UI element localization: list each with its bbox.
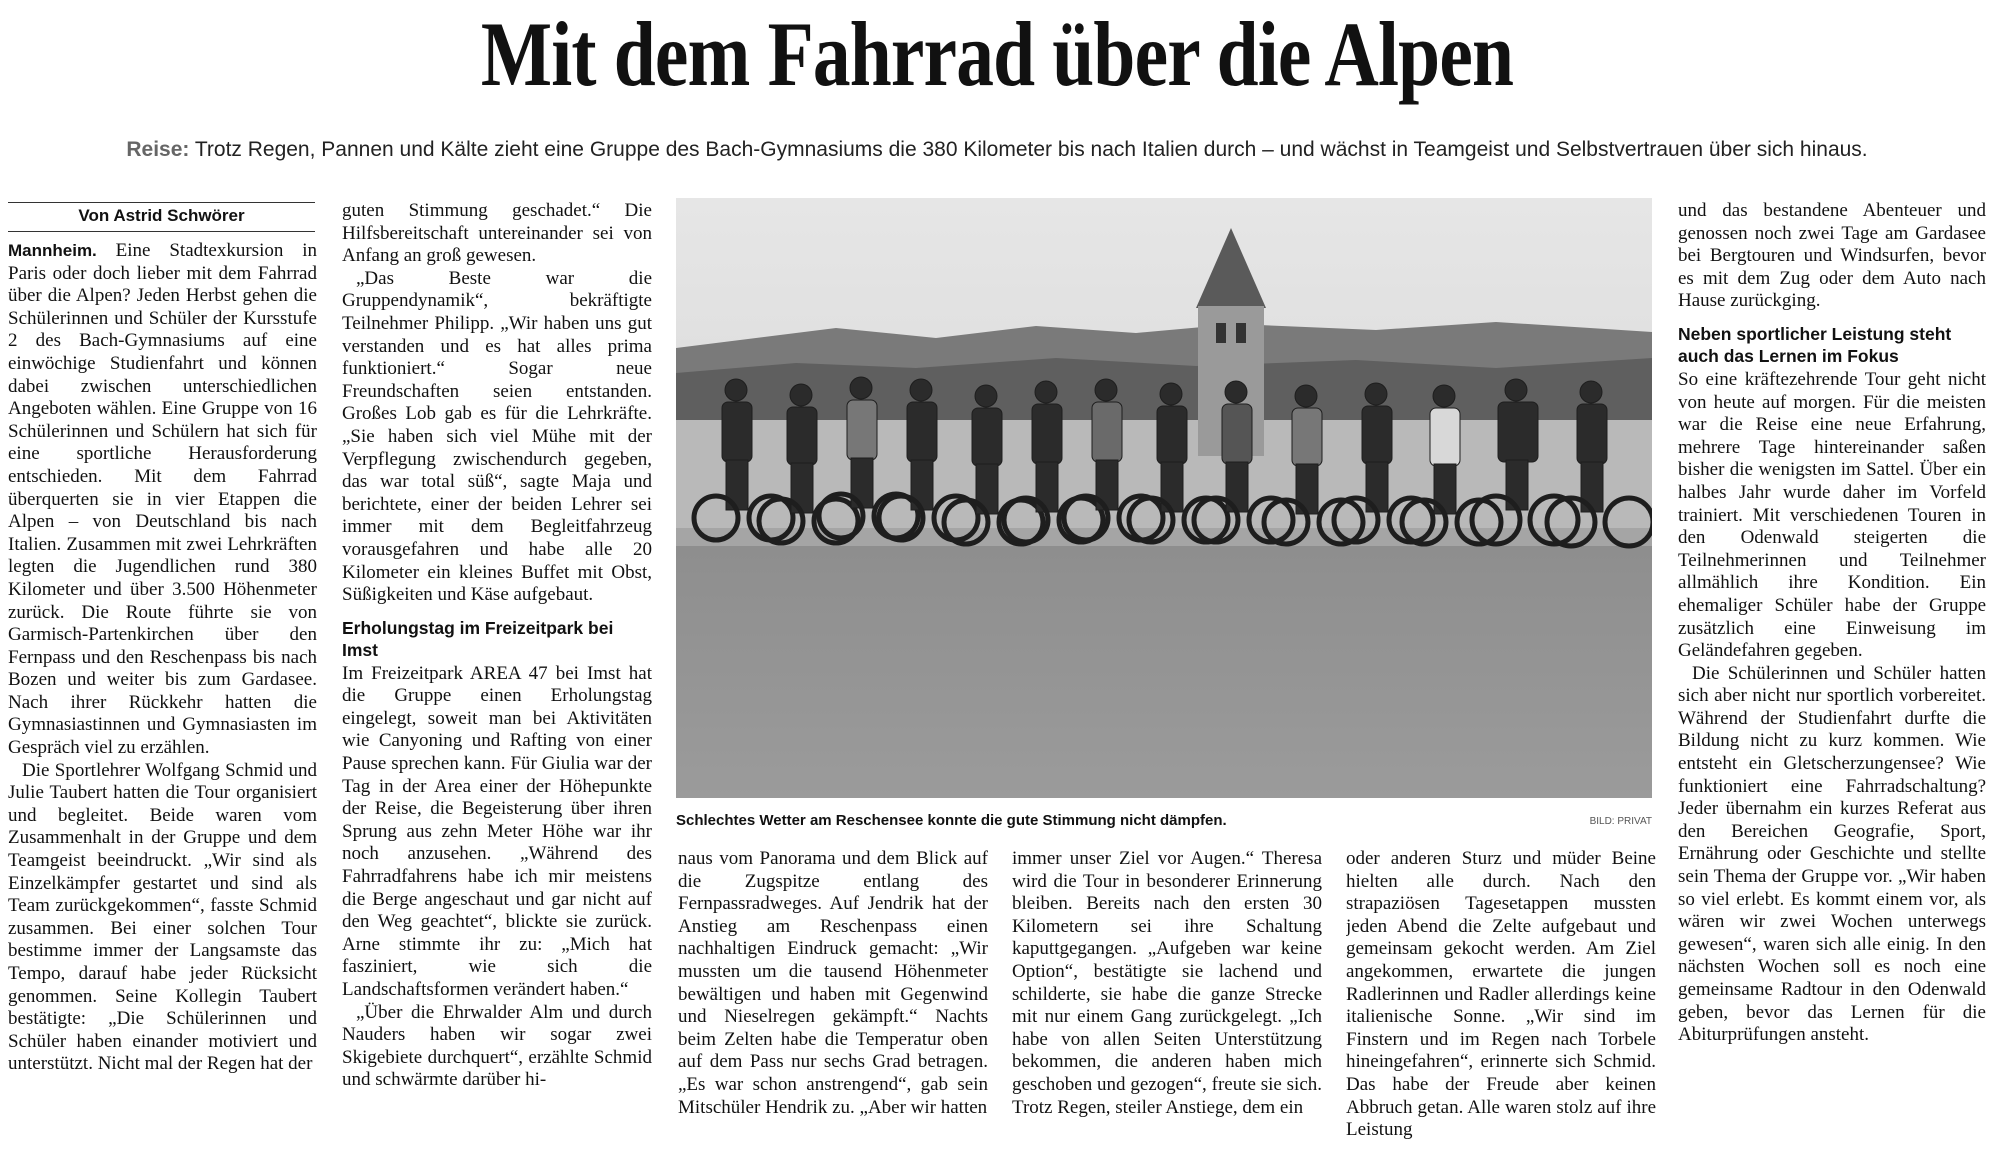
article-column-6 (1678, 200, 1986, 1166)
article-column-4 (1012, 848, 1322, 1166)
photo-caption: Schlechtes Wetter am Reschensee konnte die gute Stimmung nicht dämpfen. (676, 812, 1227, 829)
paragraph: Die Schülerinnen und Schüler hatten sich aber nicht nur sportlich vorbereitet. Während der Studienfahrt durfte die Bildung nicht zu kurz kommen. Wie entsteht ein Gletscherzungensee? Wie funktioniert eine Fahrradschaltung? Jeder übernahm ein kurzes Referat aus den Bereichen Geografie, Sport, Ernährung oder Geschichte und stellte sein Thema der Gruppe vor. „Wir haben so viel erlebt. Es kommt einem vor, als wären wir zwei Wochen unterwegs gewesen“, waren sich alle einig. In den nächsten Wochen soll es noch eine gemeinsame Radtour in den Odenwald geben, bevor das Lernen für die Abiturprüfungen ansteht. (1678, 662, 1986, 1046)
article-subline (0, 138, 1994, 162)
paragraph: So eine kräftezehrende Tour geht nicht von heute auf morgen. Für die meisten war die Reise eine neue Erfahrung, mehrere Tage hintereinander saßen bisher die wenigsten im Sattel. Über ein halbes Jahr wurde daher im Vorfeld trainiert. Mit verschiedenen Touren in den Odenwald steigerten die Teilnehmerinnen und Teilnehmer allmählich ihre Kondition. Ein ehemaliger Schüler habe der Gruppe zusätzlich eine Einweisung im Geländefahren gegeben. (1678, 368, 1986, 662)
paragraph: guten Stimmung geschadet.“ Die Hilfsbereitschaft untereinander sei von Anfang an groß gewesen. (342, 200, 652, 267)
paragraph: „Das Beste war die Gruppendynamik“, bekräftigte Teilnehmer Philipp. „Wir haben uns gut verstanden und es hat alles prima funktioniert.“ Sogar neue Freundschaften seien entstanden. Großes Lob gab es für die Lehrkräfte. „Sie haben sich viel Mühe mit der Verpflegung zwischendurch gegeben, das war total süß“, sagte Maja und berichtete, einer der beiden Lehrer sei immer mit dem Begleitfahrzeug vorausgefahren und habe alle 20 Kilometer ein kleines Buffet mit Obst, Süßigkeiten und Käse aufgebaut. (342, 267, 652, 606)
paragraph (8, 240, 317, 760)
paragraph: und das bestandene Abenteuer und genossen noch zwei Tage am Gardasee bei Bergtouren und Windsurfen, bevor es mit dem Zug oder dem Auto nach Hause zurückging. (1678, 200, 1986, 312)
article-photo (676, 198, 1652, 798)
article-column-3 (678, 848, 988, 1166)
subheading: Neben sportlicher Leistung steht auch das Lernen im Fokus (1678, 323, 1952, 366)
article-headline: Mit dem Fahrrad über die Alpen (480, 3, 1514, 105)
article-column-2 (342, 200, 652, 1166)
paragraph: naus vom Panorama und dem Blick auf die Zugspitze entlang des Fernpassradweges. Auf Jendrik hat der Anstieg am Reschenpass einen nachhaltigen Eindruck gemacht: „Wir mussten um die tausend Höhenmeter bewältigen und haben mit Gegenwind und Nieselregen gekämpft.“ Nachts beim Zelten habe die Temperatur oben auf dem Pass nur sechs Grad betragen. „Es war schon anstrengend“, gab sein Mitschüler Hendrik zu. „Aber wir hatten (678, 848, 988, 1118)
paragraph-text: Eine Stadtexkursion in Paris oder doch lieber mit dem Fahrrad über die Alpen? Jeden Herbst gehen die Schülerinnen und Schüler der Kursstufe 2 des Bach-Gymnasiums auf eine einwöchige Studienfahrt und können dabei zwischen unterschiedlichen Angeboten wählen. Eine Gruppe von 16 Schülerinnen und Schülern hat sich für eine sportliche Herausforderung entschieden. Mit dem Fahrrad überquerten sie in vier Etappen die Alpen – von Deutschland bis nach Italien. Zusammen mit zwei Lehrkräften legten die Jugendlichen rund 380 Kilometer und über 3.500 Höhenmeter zurück. Die Route führte sie von Garmisch-Partenkirchen über den Fernpass und den Reschenpass bis nach Bozen und weiter bis zum Gardasee. Nach ihrer Rückkehr hatten die Gymnasiastinnen und Gymnasiasten im Gespräch viel zu erzählen. (8, 240, 317, 759)
paragraph: Die Sportlehrer Wolfgang Schmid und Julie Taubert hatten die Tour organisiert und begleitet. Beide waren vom Zusammenhalt in der Gruppe und dem Teamgeist beeindruckt. „Wir sind als Einzelkämpfer gestartet und sind als Team zurückgekommen“, fasste Schmid zusammen. Bei einer solchen Tour bestimme immer der Langsamste das Tempo, darauf habe jeder Rücksicht genommen. Seine Kollegin Taubert bestätigte: „Die Schülerinnen und Schüler haben einander motiviert und unterstützt. Nicht mal der Regen hat der (8, 759, 317, 1075)
article-column-5 (1346, 848, 1656, 1166)
paragraph: oder anderen Sturz und müder Beine hielten alle durch. Nach den strapaziösen Tagesetappen mussten jeden Abend die Zelte aufgebaut und gemeinsam gekocht werden. Am Ziel angekommen, erwartete die jungen Radlerinnen und Radler allerdings keine italienische Sonne. „Wir sind im Finstern und im Regen nach Torbele hineingefahren“, erinnerte sich Schmid. Das habe der Freude aber keinen Abbruch getan. Alle waren stolz auf ihre Leistung (1346, 848, 1656, 1141)
paragraph: Im Freizeitpark AREA 47 bei Imst hat die Gruppe einen Erholungstag eingelegt, soweit man bei Aktivitäten wie Canyoning und Rafting von einer Pause sprechen kann. Für Giulia war der Tag in der Area einer der Höhepunkte der Reise, die Begeisterung über ihren Sprung aus zehn Meter Höhe war ihr noch anzusehen. „Während des Fahrradfahrens habe ich mir meistens die Berge angeschaut und gar nicht auf den Weg geachtet“, blickte sie zurück. Arne stimmte ihr zu: „Mich hat fasziniert, wie sich die Landschaftsformen verändert haben.“ (342, 662, 652, 1000)
subheading: Erholungstag im Freizeitpark bei Imst (342, 617, 614, 660)
byline: Von Astrid Schwörer (8, 202, 315, 232)
photo-credit: BILD: PRIVAT (1589, 816, 1652, 827)
dateline: Mannheim. (8, 241, 97, 260)
subline-kicker: Reise: (126, 138, 190, 161)
paragraph: immer unser Ziel vor Augen.“ Theresa wird die Tour in besonderer Erinnerung bleiben. Bereits nach den ersten 30 Kilometern sei ihre Schaltung kaputtgegangen. „Aufgeben war keine Option“, bestätigte sie lachend und schilderte, sie habe die ganze Strecke mit nur einem Gang zurückgelegt. „Ich habe von allen Seiten Unterstützung bekommen, die anderen haben mich geschoben und gezogen“, freute sie sich. Trotz Regen, steiler Anstiege, dem ein (1012, 848, 1322, 1118)
subline-text: Trotz Regen, Pannen und Kälte zieht eine Gruppe des Bach-Gymnasiums die 380 Kilometer bis nach Italien durch – und wächst in Teamgeist und Selbstvertrauen über sich hinaus. (194, 138, 1868, 161)
article-column-1 (8, 240, 317, 1166)
paragraph: „Über die Ehrwalder Alm und durch Nauders haben wir sogar zwei Skigebiete durchquert“, erzählte Schmid und schwärmte darüber hi- (342, 1001, 652, 1091)
photo-cyclists-reschensee (676, 198, 1652, 798)
